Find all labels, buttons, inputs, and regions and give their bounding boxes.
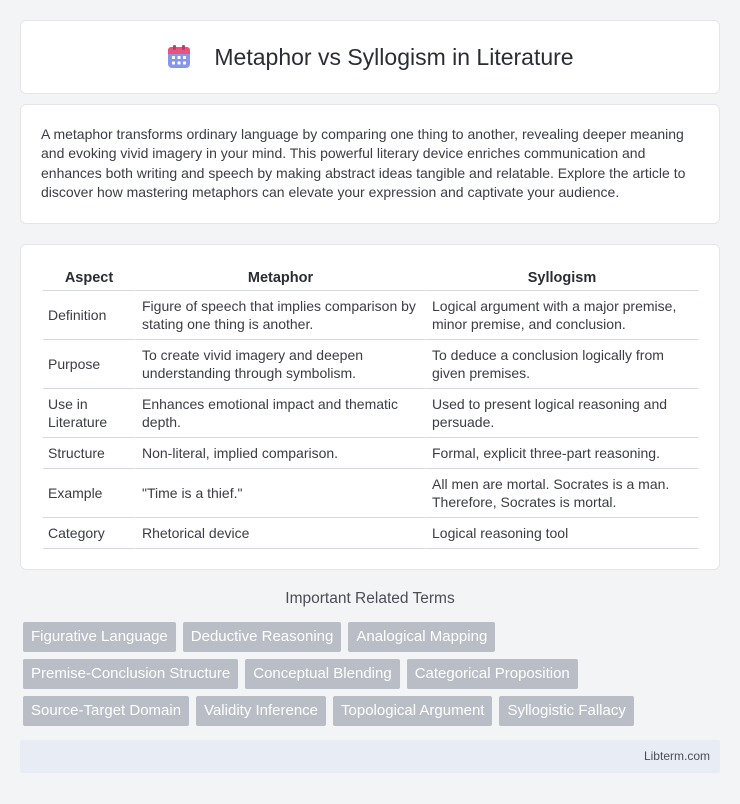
tag-row <box>23 696 723 726</box>
table-cell: Purpose <box>43 340 135 389</box>
intro-text: A metaphor transforms ordinary language by comparing one thing to another, revealing deeper meaning and evoking vivid imagery in your mind. This powerful literary device enriches communication and enhances both writing and speech by making abstract ideas tangible and relatable. Explore the article to discover how mastering metaphors can elevate your expression and captivate your audience. <box>41 126 686 200</box>
table-cell: Structure <box>43 438 135 469</box>
table-cell: Rhetorical device <box>135 518 425 549</box>
tag-row <box>23 659 723 689</box>
related-terms <box>23 622 723 733</box>
header-syllogism: Syllogism <box>425 265 698 291</box>
table-cell: Non-literal, implied comparison. <box>135 438 425 469</box>
tag-row <box>23 622 723 652</box>
tag-analogical-mapping[interactable]: Analogical Mapping <box>348 622 495 652</box>
table-row <box>43 340 698 389</box>
header-metaphor: Metaphor <box>135 265 425 291</box>
table-row <box>43 438 698 469</box>
table-cell: Logical argument with a major premise, minor premise, and conclusion. <box>425 291 698 340</box>
table-cell: Category <box>43 518 135 549</box>
comparison-table-card <box>20 244 720 570</box>
table-cell: Formal, explicit three-part reasoning. <box>425 438 698 469</box>
table-cell: Figure of speech that implies comparison by stating one thing is another. <box>135 291 425 340</box>
calendar-icon <box>166 44 192 70</box>
tag-premise-conclusion-structure[interactable]: Premise-Conclusion Structure <box>23 659 238 689</box>
tag-syllogistic-fallacy[interactable]: Syllogistic Fallacy <box>499 696 633 726</box>
tag-conceptual-blending[interactable]: Conceptual Blending <box>245 659 399 689</box>
table-cell: Used to present logical reasoning and persuade. <box>425 389 698 438</box>
table-cell: Logical reasoning tool <box>425 518 698 549</box>
footer-link[interactable]: Libterm.com <box>643 749 710 763</box>
tag-figurative-language[interactable]: Figurative Language <box>23 622 176 652</box>
table-cell: Enhances emotional impact and thematic depth. <box>135 389 425 438</box>
tag-topological-argument[interactable]: Topological Argument <box>333 696 492 726</box>
table-cell: All men are mortal. Socrates is a man. Therefore, Socrates is mortal. <box>425 469 698 518</box>
tag-validity-inference[interactable]: Validity Inference <box>196 696 326 726</box>
header <box>21 21 719 93</box>
table-row <box>43 518 698 549</box>
tag-deductive-reasoning[interactable]: Deductive Reasoning <box>183 622 342 652</box>
table-cell: To create vivid imagery and deepen understanding through symbolism. <box>135 340 425 389</box>
page-title: Metaphor vs Syllogism in Literature <box>214 43 574 70</box>
table-cell: To deduce a conclusion logically from given premises. <box>425 340 698 389</box>
header-aspect: Aspect <box>43 265 135 291</box>
table-cell: Example <box>43 469 135 518</box>
table-row <box>43 291 698 340</box>
table-cell: Definition <box>43 291 135 340</box>
comparison-table <box>43 265 698 549</box>
tag-categorical-proposition[interactable]: Categorical Proposition <box>407 659 578 689</box>
header-card <box>20 20 720 94</box>
table-header-row <box>43 265 698 291</box>
intro-card <box>20 104 720 224</box>
table-cell: "Time is a thief." <box>135 469 425 518</box>
footer <box>20 740 720 773</box>
table-row <box>43 469 698 518</box>
table-row <box>43 389 698 438</box>
tag-source-target-domain[interactable]: Source-Target Domain <box>23 696 189 726</box>
related-terms-title: Important Related Terms <box>285 590 455 607</box>
table-cell: Use in Literature <box>43 389 135 438</box>
